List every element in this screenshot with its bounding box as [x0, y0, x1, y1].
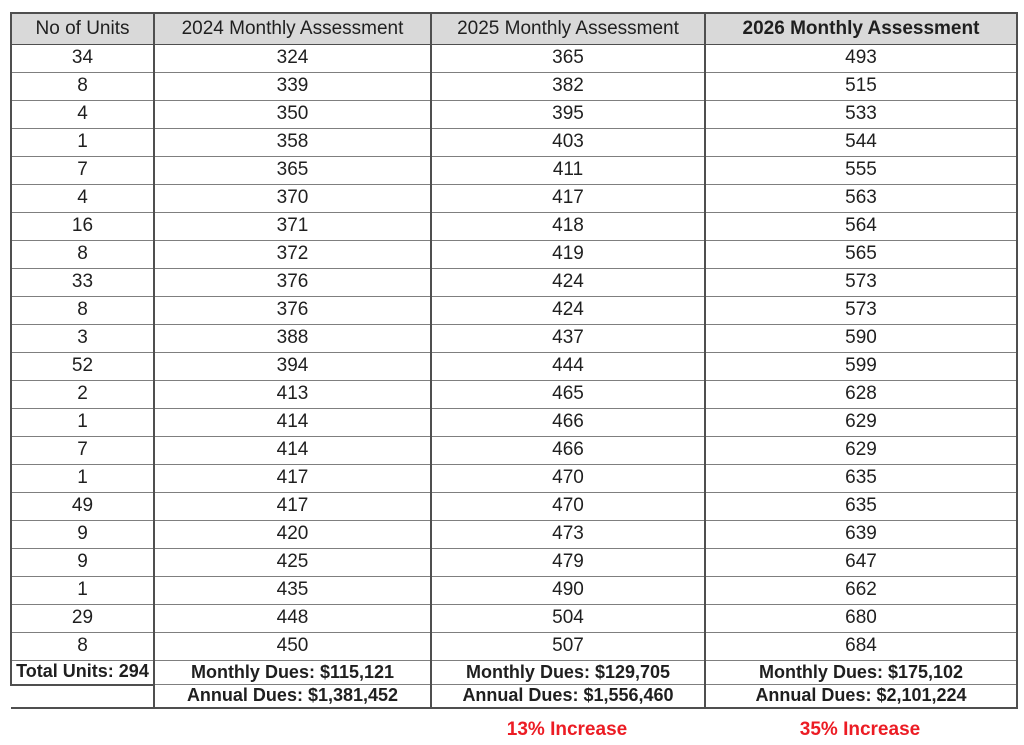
annual-dues-2024: Annual Dues: $1,381,452 [154, 685, 431, 708]
cell: 414 [154, 409, 431, 437]
cell: 533 [705, 101, 1017, 129]
cell: 52 [11, 353, 154, 381]
cell: 8 [11, 633, 154, 661]
table-row [11, 73, 1017, 101]
cell: 382 [431, 73, 705, 101]
cell: 1 [11, 409, 154, 437]
cell: 376 [154, 297, 431, 325]
cell: 403 [431, 129, 705, 157]
cell: 388 [154, 325, 431, 353]
cell: 680 [705, 605, 1017, 633]
cell: 628 [705, 381, 1017, 409]
cell: 8 [11, 73, 154, 101]
table-row [11, 241, 1017, 269]
cell: 639 [705, 521, 1017, 549]
cell: 413 [154, 381, 431, 409]
cell: 435 [154, 577, 431, 605]
cell: 417 [431, 185, 705, 213]
annual-dues-2025: Annual Dues: $1,556,460 [431, 685, 705, 708]
cell: 465 [431, 381, 705, 409]
cell: 2 [11, 381, 154, 409]
header-2024-assessment: 2024 Monthly Assessment [154, 13, 431, 45]
header-no-of-units: No of Units [11, 13, 154, 45]
cell: 365 [431, 45, 705, 73]
cell: 1 [11, 465, 154, 493]
cell: 599 [705, 353, 1017, 381]
cell: 33 [11, 269, 154, 297]
monthly-dues-row [11, 661, 1017, 685]
total-units-cell: Total Units: 294 [11, 661, 154, 685]
cell: 479 [431, 549, 705, 577]
cell: 544 [705, 129, 1017, 157]
table-row [11, 157, 1017, 185]
cell: 555 [705, 157, 1017, 185]
table-row [11, 353, 1017, 381]
cell: 324 [154, 45, 431, 73]
cell: 684 [705, 633, 1017, 661]
cell: 573 [705, 297, 1017, 325]
cell: 470 [431, 465, 705, 493]
cell: 493 [705, 45, 1017, 73]
cell: 662 [705, 577, 1017, 605]
cell: 563 [705, 185, 1017, 213]
cell: 507 [431, 633, 705, 661]
cell: 7 [11, 157, 154, 185]
cell: 629 [705, 437, 1017, 465]
table-row [11, 297, 1017, 325]
cell: 573 [705, 269, 1017, 297]
table-row [11, 605, 1017, 633]
table-row [11, 549, 1017, 577]
cell: 371 [154, 213, 431, 241]
table-row [11, 101, 1017, 129]
cell: 635 [705, 465, 1017, 493]
increase-row [10, 715, 1016, 745]
cell: 466 [431, 409, 705, 437]
cell: 564 [705, 213, 1017, 241]
cell: 16 [11, 213, 154, 241]
cell: 4 [11, 185, 154, 213]
cell: 647 [705, 549, 1017, 577]
cell: 9 [11, 549, 154, 577]
cell: 365 [154, 157, 431, 185]
increase-note-2026: 35% Increase [799, 718, 921, 740]
table-row [11, 129, 1017, 157]
cell: 1 [11, 129, 154, 157]
cell: 411 [431, 157, 705, 185]
cell: 8 [11, 241, 154, 269]
cell: 8 [11, 297, 154, 325]
cell: 444 [431, 353, 705, 381]
cell: 425 [154, 549, 431, 577]
cell: 4 [11, 101, 154, 129]
cell: 358 [154, 129, 431, 157]
cell: 448 [154, 605, 431, 633]
cell: 565 [705, 241, 1017, 269]
cell: 420 [154, 521, 431, 549]
cell: 417 [154, 465, 431, 493]
cell: 350 [154, 101, 431, 129]
cell: 635 [705, 493, 1017, 521]
cell: 370 [154, 185, 431, 213]
table-body [11, 45, 1017, 661]
table-row [11, 521, 1017, 549]
header-2026-assessment: 2026 Monthly Assessment [705, 13, 1017, 45]
cell: 473 [431, 521, 705, 549]
table-row [11, 465, 1017, 493]
cell: 417 [154, 493, 431, 521]
table-row [11, 409, 1017, 437]
monthly-dues-2024: Monthly Dues: $115,121 [154, 661, 431, 685]
cell: 29 [11, 605, 154, 633]
table-row [11, 325, 1017, 353]
table-row [11, 269, 1017, 297]
cell: 7 [11, 437, 154, 465]
cell: 490 [431, 577, 705, 605]
cell: 49 [11, 493, 154, 521]
table-row [11, 577, 1017, 605]
cell: 1 [11, 577, 154, 605]
assessment-sheet [10, 12, 1016, 745]
table-row [11, 185, 1017, 213]
cell: 424 [431, 297, 705, 325]
table-row [11, 633, 1017, 661]
table-row [11, 381, 1017, 409]
monthly-dues-2026: Monthly Dues: $175,102 [705, 661, 1017, 685]
cell: 418 [431, 213, 705, 241]
table-row [11, 45, 1017, 73]
increase-note-2025: 13% Increase [506, 718, 628, 740]
cell: 9 [11, 521, 154, 549]
cell: 424 [431, 269, 705, 297]
cell: 419 [431, 241, 705, 269]
cell: 372 [154, 241, 431, 269]
empty-cell [11, 685, 154, 708]
cell: 466 [431, 437, 705, 465]
annual-dues-row [11, 685, 1017, 708]
monthly-dues-2025: Monthly Dues: $129,705 [431, 661, 705, 685]
cell: 590 [705, 325, 1017, 353]
table-row [11, 437, 1017, 465]
header-row [11, 13, 1017, 45]
cell: 339 [154, 73, 431, 101]
cell: 34 [11, 45, 154, 73]
cell: 450 [154, 633, 431, 661]
cell: 629 [705, 409, 1017, 437]
cell: 515 [705, 73, 1017, 101]
cell: 395 [431, 101, 705, 129]
header-2025-assessment: 2025 Monthly Assessment [431, 13, 705, 45]
table-row [11, 213, 1017, 241]
table-row [11, 493, 1017, 521]
annual-dues-2026: Annual Dues: $2,101,224 [705, 685, 1017, 708]
cell: 376 [154, 269, 431, 297]
cell: 414 [154, 437, 431, 465]
cell: 470 [431, 493, 705, 521]
assessment-table [10, 12, 1018, 709]
cell: 504 [431, 605, 705, 633]
cell: 3 [11, 325, 154, 353]
cell: 394 [154, 353, 431, 381]
cell: 437 [431, 325, 705, 353]
